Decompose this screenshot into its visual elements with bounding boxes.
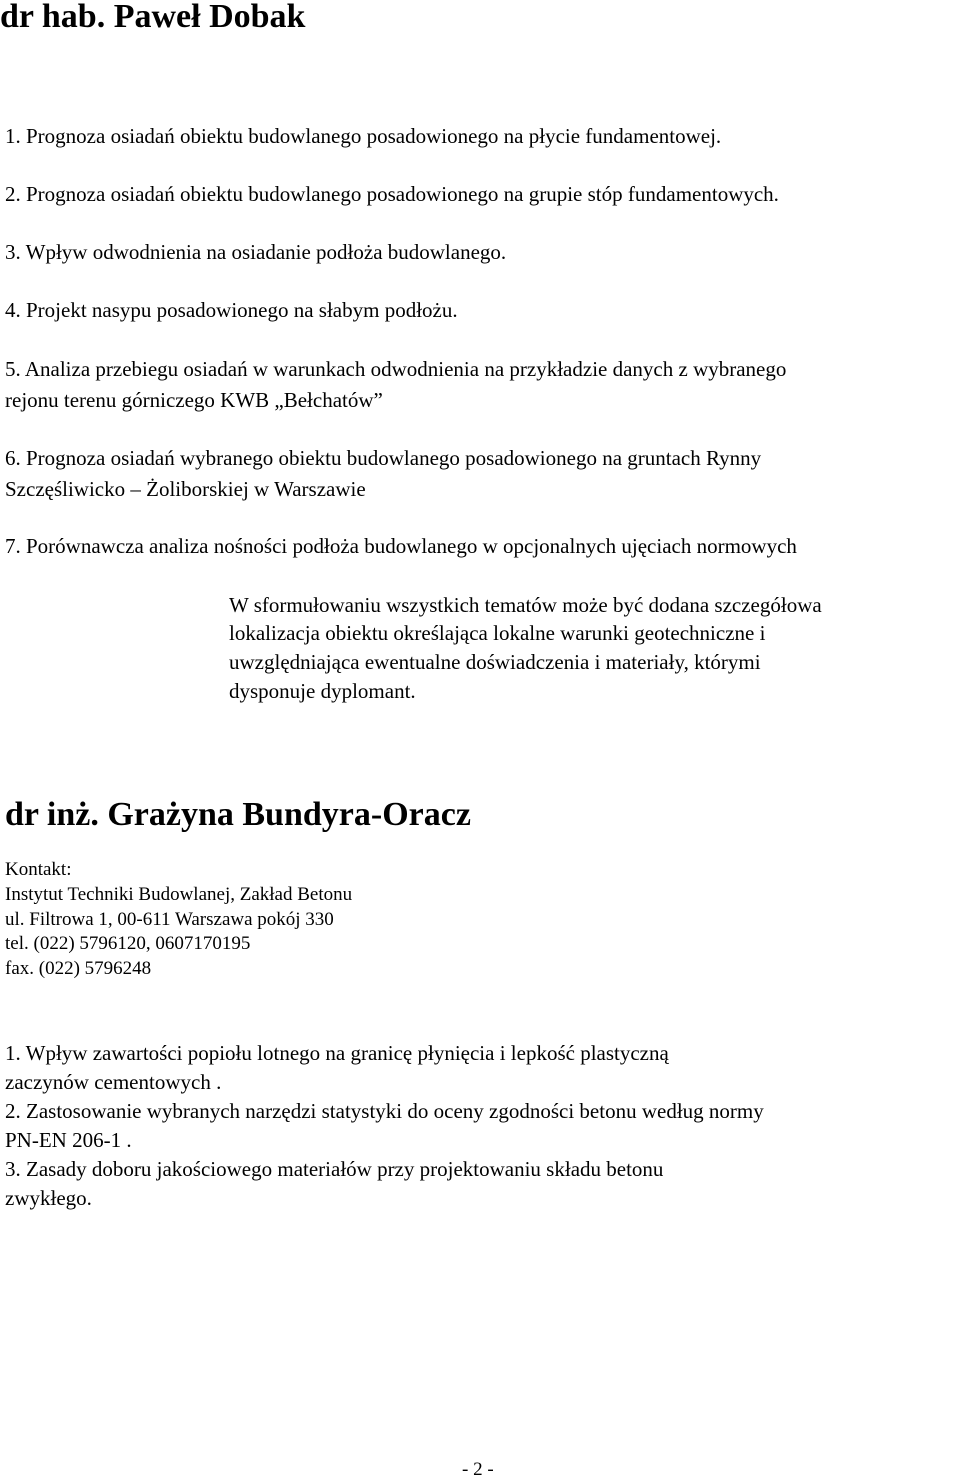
contact-institute: Instytut Techniki Budowlanej, Zakład Betonu [5,884,353,905]
topic-5-line-2: rejonu terenu górniczego KWB „Bełchatów” [5,388,383,412]
topic-1: 1. Prognoza osiadań obiektu budowlanego posadowionego na płycie fundamentowej. [5,124,722,148]
contact-address: ul. Filtrowa 1, 00-611 Warszawa pokój 330 [5,909,334,930]
topic-b3-line-1: 3. Zasady doboru jakościowego materiałów przy projektowaniu składu betonu [5,1157,664,1181]
topic-3: 3. Wpływ odwodnienia na osiadanie podłoża budowlanego. [5,240,507,264]
topic-6-line-1: 6. Prognoza osiadań wybranego obiektu budowlanego posadowionego na gruntach Rynny [5,446,762,470]
heading-bundyra-oracz: dr inż. Grażyna Bundyra-Oracz [5,796,471,833]
topic-b2-line-1: 2. Zastosowanie wybranych narzędzi statystyki do oceny zgodności betonu według normy [5,1099,764,1123]
topic-2: 2. Prognoza osiadań obiektu budowlanego posadowionego na grupie stóp fundamentowych. [5,182,779,206]
note-line-3: uwzględniająca ewentualne doświadczenia i materiały, którymi [229,650,761,674]
heading-dobak: dr hab. Paweł Dobak [0,0,306,35]
contact-phone: tel. (022) 5796120, 0607170195 [5,933,251,954]
topic-7: 7. Porównawcza analiza nośności podłoża budowlanego w opcjonalnych ujęciach normowych [5,534,797,558]
note-line-2: lokalizacja obiektu określająca lokalne warunki geotechniczne i [229,621,766,645]
note-line-1: W sformułowaniu wszystkich tematów może być dodana szczegółowa [229,593,822,617]
topic-b2-line-2: PN-EN 206-1 . [5,1128,132,1152]
topic-b1-line-1: 1. Wpływ zawartości popiołu lotnego na granicę płynięcia i lepkość plastyczną [5,1041,669,1065]
topic-b3-line-2: zwykłego. [5,1186,92,1210]
contact-fax: fax. (022) 5796248 [5,958,152,979]
topic-b1-line-2: zaczynów cementowych . [5,1070,222,1094]
topic-4: 4. Projekt nasypu posadowionego na słabym podłożu. [5,298,458,322]
topic-5-line-1: 5. Analiza przebiegu osiadań w warunkach odwodnienia na przykładzie danych z wybranego [5,357,787,381]
page-number: - 2 - [462,1459,494,1480]
contact-label: Kontakt: [5,859,72,880]
note-line-4: dysponuje dyplomant. [229,679,416,703]
topic-6-line-2: Szczęśliwicko – Żoliborskiej w Warszawie [5,477,366,501]
